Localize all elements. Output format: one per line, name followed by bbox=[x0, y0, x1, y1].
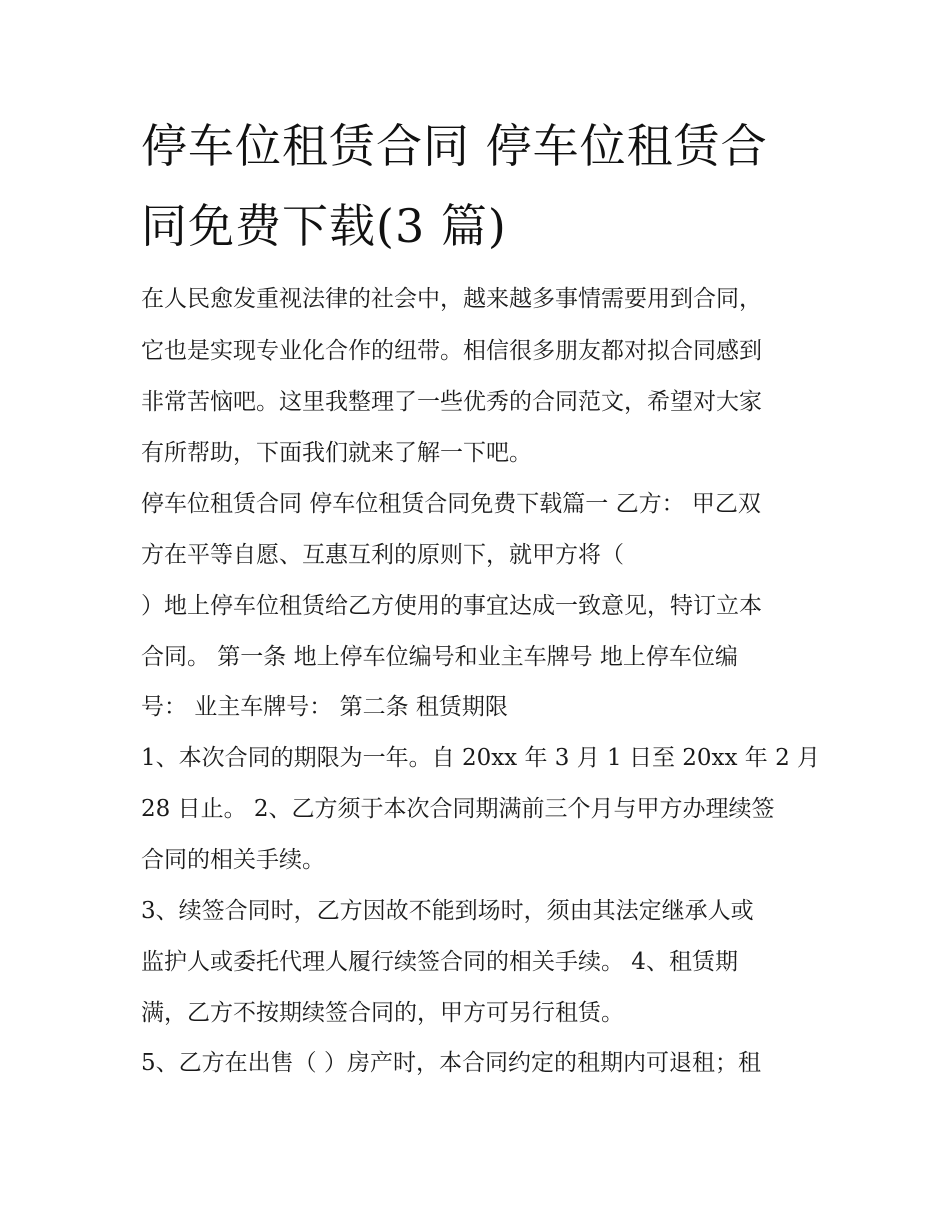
paragraph-line-5: 停车位租赁合同 停车位租赁合同免费下载篇一 乙方： 甲乙双 bbox=[141, 491, 761, 517]
document-title-line-1: 停车位租赁合同 停车位租赁合 bbox=[141, 119, 768, 173]
paragraph-line-10: 1、本次合同的期限为一年。自 20xx 年 3 月 1 日至 20xx 年 2 月 bbox=[141, 745, 821, 771]
paragraph-line-12: 合同的相关手续。 bbox=[141, 847, 325, 873]
paragraph-line-4: 有所帮助，下面我们就来了解一下吧。 bbox=[141, 440, 532, 466]
paragraph-line-7: ）地上停车位租赁给乙方使用的事宜达成一致意见，特订立本 bbox=[141, 593, 762, 619]
paragraph-line-13: 3、续签合同时，乙方因故不能到场时，须由其法定继承人或 bbox=[141, 898, 754, 924]
paragraph-line-2: 它也是实现专业化合作的纽带。相信很多朋友都对拟合同感到 bbox=[141, 338, 762, 364]
paragraph-line-16: 5、乙方在出售（ ）房产时，本合同约定的租期内可退租；租 bbox=[141, 1050, 761, 1076]
paragraph-line-14: 监护人或委托代理人履行续签合同的相关手续。 4、租赁期 bbox=[141, 949, 738, 975]
paragraph-line-3: 非常苦恼吧。这里我整理了一些优秀的合同范文，希望对大家 bbox=[141, 389, 762, 415]
paragraph-line-9: 号： 业主车牌号： 第二条 租赁期限 bbox=[141, 694, 508, 720]
document-title-line-2: 同免费下载(3 篇) bbox=[141, 199, 507, 253]
paragraph-line-8: 合同。 第一条 地上停车位编号和业主车牌号 地上停车位编 bbox=[141, 644, 738, 670]
paragraph-line-1: 在人民愈发重视法律的社会中，越来越多事情需要用到合同， bbox=[141, 286, 762, 312]
paragraph-line-11: 28 日止。 2、乙方须于本次合同期满前三个月与甲方办理续签 bbox=[141, 796, 775, 822]
paragraph-line-6: 方在平等自愿、互惠互利的原则下，就甲方将（ bbox=[141, 542, 624, 568]
paragraph-line-15: 满，乙方不按期续签合同的，甲方可另行租赁。 bbox=[141, 1000, 624, 1026]
